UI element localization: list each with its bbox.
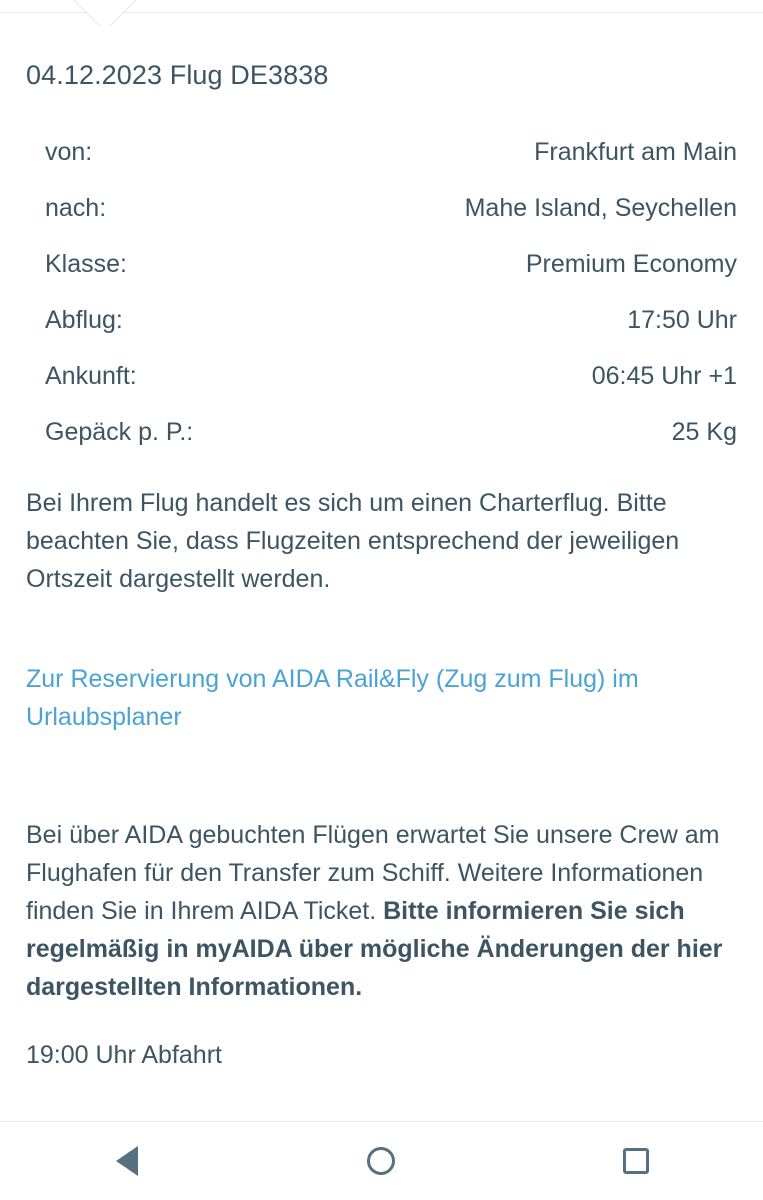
nav-back-button[interactable] xyxy=(82,1131,172,1191)
detail-value: 25 Kg xyxy=(671,418,737,446)
scroll-content[interactable] xyxy=(0,13,763,1121)
back-triangle-icon xyxy=(116,1146,138,1176)
detail-label: Klasse: xyxy=(45,250,127,278)
next-itinerary-item: 19:00 Uhr Abfahrt xyxy=(26,1041,222,1069)
rail-fly-link[interactable] xyxy=(26,660,737,736)
detail-value: Frankfurt am Main xyxy=(534,138,737,166)
detail-label: Ankunft: xyxy=(45,362,137,390)
flight-details-table xyxy=(26,124,737,460)
home-circle-icon xyxy=(367,1147,395,1175)
table-row xyxy=(26,292,737,348)
detail-label: Abflug: xyxy=(45,306,123,334)
detail-value: Mahe Island, Seychellen xyxy=(464,194,737,222)
detail-value: 17:50 Uhr xyxy=(627,306,737,334)
table-row xyxy=(26,124,737,180)
page-title: 04.12.2023 Flug DE3838 xyxy=(26,60,329,90)
transfer-note-plain: Bei über AIDA gebuchten Flügen erwartet Sie unsere Crew am Flughafen für den Transfer zum Schiff. Weitere Informationen finden Sie in Ihrem AIDA Ticket. xyxy=(26,821,720,925)
detail-label: nach: xyxy=(45,194,107,222)
table-row xyxy=(26,348,737,404)
recents-square-icon xyxy=(623,1148,649,1174)
detail-value: Premium Economy xyxy=(525,250,737,278)
android-nav-bar xyxy=(0,1121,763,1200)
charter-note: Bei Ihrem Flug handelt es sich um einen Charterflug. Bitte beachten Sie, dass Flugzeiten entsprechend der jeweiligen Ortszeit dargestellt werden. xyxy=(26,489,680,593)
transfer-note-bold: Bitte informieren Sie sich regelmäßig in myAIDA über mögliche Änderungen der hier dargestellten Informationen. xyxy=(26,897,723,1001)
detail-label: von: xyxy=(45,138,93,166)
table-row xyxy=(26,236,737,292)
nav-recents-button[interactable] xyxy=(591,1131,681,1191)
content-fade xyxy=(0,1105,763,1121)
nav-home-button[interactable] xyxy=(336,1131,426,1191)
detail-value: 06:45 Uhr +1 xyxy=(591,362,737,390)
detail-label: Gepäck p. P.: xyxy=(45,418,194,446)
table-row xyxy=(26,180,737,236)
table-row xyxy=(26,404,737,460)
rail-fly-link-text[interactable]: Zur Reservierung von AIDA Rail&Fly (Zug zum Flug) im Urlaubsplaner xyxy=(26,665,639,731)
transfer-note xyxy=(26,816,737,1006)
